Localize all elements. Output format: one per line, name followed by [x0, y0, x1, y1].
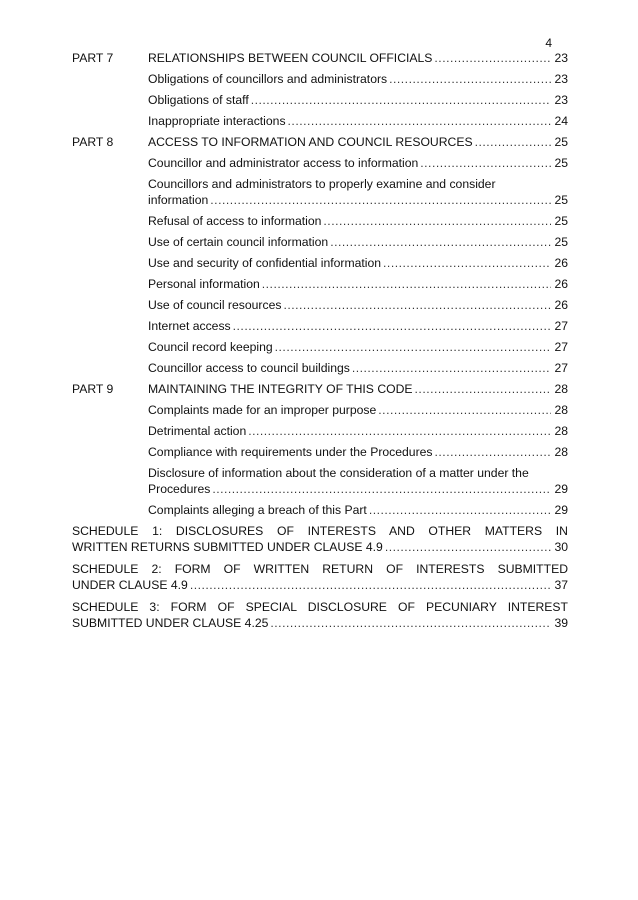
page-ref: 25 [554, 193, 568, 207]
toc-entry[interactable] [148, 339, 568, 355]
toc-entry[interactable] [148, 402, 568, 418]
page-ref: 29 [554, 482, 568, 496]
page-ref: 23 [554, 72, 568, 86]
schedule-title-line-1: SCHEDULE 1: DISCLOSURES OF INTERESTS AND OTHER MATTERS IN [72, 524, 568, 538]
page-ref: 29 [554, 503, 568, 517]
page-ref: 27 [554, 340, 568, 354]
entry-title: Use of certain council information [148, 235, 329, 249]
entry-title: Detrimental action [148, 424, 247, 438]
toc-entry[interactable] [148, 155, 568, 171]
schedule-title-line-2: SUBMITTED UNDER CLAUSE 4.25 [72, 616, 269, 630]
toc-part-9 [72, 381, 568, 518]
entry-title: Compliance with requirements under the Procedures [148, 445, 433, 459]
toc-entry[interactable] [148, 213, 568, 229]
toc-schedule-2[interactable] [72, 561, 568, 593]
part-label: PART 8 [72, 135, 114, 149]
toc-schedule-1[interactable] [72, 523, 568, 555]
toc-entry[interactable] [148, 234, 568, 250]
entry-title: Council record keeping [148, 340, 273, 354]
toc-entry[interactable] [148, 255, 568, 271]
toc-entry[interactable] [148, 318, 568, 334]
table-of-contents [72, 50, 568, 637]
schedule-title-line-1: SCHEDULE 2: FORM OF WRITTEN RETURN OF INTERESTS SUBMITTED [72, 562, 568, 576]
entry-title-line-2: information [148, 193, 209, 207]
part-title: MAINTAINING THE INTEGRITY OF THIS CODE [148, 382, 413, 396]
toc-entry[interactable] [148, 113, 568, 129]
entry-title-line-1: Disclosure of information about the consideration of a matter under the [148, 466, 529, 480]
entry-title: Refusal of access to information [148, 214, 322, 228]
page-ref: 23 [554, 93, 568, 107]
page-ref: 30 [554, 540, 568, 554]
toc-part-8 [72, 134, 568, 376]
toc-entry[interactable] [148, 176, 568, 208]
entry-title: Councillor and administrator access to information [148, 156, 419, 170]
page-ref: 25 [554, 156, 568, 170]
page-ref: 39 [554, 616, 568, 630]
entry-title: Complaints made for an improper purpose [148, 403, 377, 417]
page-ref: 26 [554, 277, 568, 291]
entry-title-line-1: Councillors and administrators to properly examine and consider [148, 177, 496, 191]
page-ref: 26 [554, 298, 568, 312]
entry-title: Use of council resources [148, 298, 282, 312]
entry-title: Obligations of staff [148, 93, 249, 107]
toc-entry[interactable] [148, 465, 568, 497]
toc-entry[interactable] [148, 502, 568, 518]
entry-title: Inappropriate interactions [148, 114, 286, 128]
part-label: PART 7 [72, 51, 114, 65]
toc-part-heading[interactable] [72, 134, 568, 150]
page-ref: 37 [554, 578, 568, 592]
toc-entry[interactable] [148, 444, 568, 460]
toc-entry[interactable] [148, 71, 568, 87]
toc-entry[interactable] [148, 92, 568, 108]
page-ref: 23 [554, 51, 568, 65]
entry-title: Complaints alleging a breach of this Part [148, 503, 367, 517]
toc-part-heading[interactable] [72, 50, 568, 66]
part-title: ACCESS TO INFORMATION AND COUNCIL RESOURCES [148, 135, 473, 149]
schedule-title-line-1: SCHEDULE 3: FORM OF SPECIAL DISCLOSURE OF PECUNIARY INTEREST [72, 600, 568, 614]
page-ref: 25 [554, 214, 568, 228]
toc-entry[interactable] [148, 360, 568, 376]
schedule-title-line-2: WRITTEN RETURNS SUBMITTED UNDER CLAUSE 4.9 [72, 540, 383, 554]
page-ref: 28 [554, 424, 568, 438]
schedule-title-line-2: UNDER CLAUSE 4.9 [72, 578, 188, 592]
entry-title-line-2: Procedures [148, 482, 211, 496]
toc-entry[interactable] [148, 276, 568, 292]
page-ref: 26 [554, 256, 568, 270]
page-ref: 28 [554, 382, 568, 396]
entry-title: Use and security of confidential information [148, 256, 382, 270]
page-ref: 28 [554, 403, 568, 417]
toc-entry[interactable] [148, 423, 568, 439]
entry-title: Internet access [148, 319, 231, 333]
toc-part-heading[interactable] [72, 381, 568, 397]
page-ref: 25 [554, 135, 568, 149]
page-ref: 27 [554, 361, 568, 375]
part-title: RELATIONSHIPS BETWEEN COUNCIL OFFICIALS [148, 51, 433, 65]
page-ref: 28 [554, 445, 568, 459]
entry-title: Obligations of councillors and administrators [148, 72, 388, 86]
entry-title: Personal information [148, 277, 260, 291]
toc-schedule-3[interactable] [72, 599, 568, 631]
page-ref: 25 [554, 235, 568, 249]
toc-entry[interactable] [148, 297, 568, 313]
part-label: PART 9 [72, 382, 114, 396]
page-ref: 24 [554, 114, 568, 128]
page-number: 4 [545, 36, 552, 50]
entry-title: Councillor access to council buildings [148, 361, 350, 375]
toc-part-7 [72, 50, 568, 129]
page-ref: 27 [554, 319, 568, 333]
